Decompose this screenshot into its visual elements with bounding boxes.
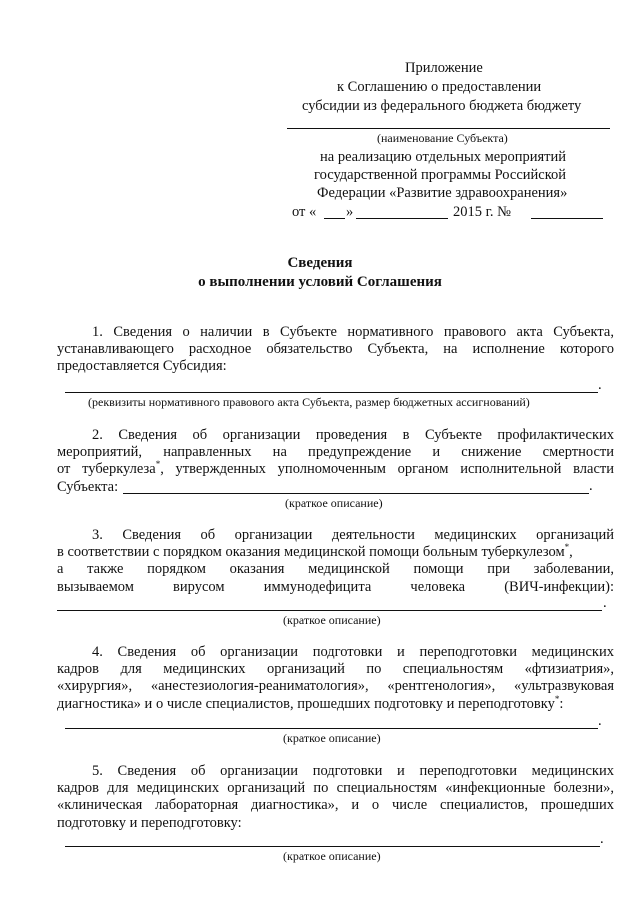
- section-4-text: [57, 644, 614, 713]
- section-4-line: кадров для медицинских организаций по специальностям «фтизиатрия»,: [57, 661, 614, 678]
- section-2-caption: (краткое описание): [285, 496, 383, 510]
- section-1-caption: (реквизиты нормативного правового акта Субъекта, размер бюджетных ассигнований): [88, 395, 530, 409]
- date-quote-close: »: [346, 204, 354, 220]
- section-5-text: [57, 763, 614, 832]
- date-prefix: от «: [292, 204, 317, 220]
- agreement-number-field[interactable]: [531, 218, 603, 219]
- section-2-line: 2. Сведения об организации проведения в Субъекте профилактических: [92, 427, 614, 443]
- section-5-line: 5. Сведения об организации подготовки и переподготовки медицинских: [92, 763, 614, 779]
- purpose-line-2: государственной программы Российской: [314, 167, 567, 183]
- subsidy-ref: субсидии из федерального бюджета бюджету: [302, 98, 582, 114]
- section-3-line: а также порядком оказания медицинской помощи при заболевании,: [57, 561, 614, 578]
- section-2-line: Субъекта:: [57, 478, 119, 495]
- subject-name-line[interactable]: [287, 128, 610, 129]
- document-subtitle: о выполнении условий Соглашения: [198, 274, 442, 290]
- section-4-fill-line[interactable]: [65, 728, 598, 729]
- section-3-line: в соответствии с порядком оказания медицинской помощи больным туберкулезом*,: [57, 542, 573, 561]
- document-title: Сведения: [287, 255, 353, 271]
- end-mark: .: [589, 478, 593, 494]
- section-2-fill-line[interactable]: [123, 493, 589, 494]
- section-2-line: мероприятий, направленных на предупреждение и снижение смертности: [57, 444, 614, 461]
- section-3-text: [57, 527, 614, 596]
- section-1-line: предоставляется Субсидия:: [57, 358, 227, 375]
- end-mark: .: [598, 713, 602, 729]
- section-4-caption: (краткое описание): [283, 731, 381, 745]
- end-mark: .: [600, 831, 604, 847]
- section-5-line: подготовку и переподготовку:: [57, 814, 242, 831]
- section-2-line: от туберкулеза*, утвержденных уполномоченным органом исполнительной власти: [57, 459, 614, 478]
- date-day-field[interactable]: [324, 218, 345, 219]
- section-4-line: 4. Сведения об организации подготовки и переподготовки медицинских: [92, 644, 614, 660]
- date-month-field[interactable]: [356, 218, 448, 219]
- section-4-line: диагностика» и о числе специалистов, прошедших подготовку и переподготовку*:: [57, 693, 564, 712]
- section-3-caption: (краткое описание): [283, 613, 381, 627]
- section-1-text: [57, 324, 614, 376]
- section-5-caption: (краткое описание): [283, 849, 381, 863]
- section-1-line: устанавливающего расходное обязательство Субъекта, на исполнение которого: [57, 341, 614, 358]
- date-year-label: 2015 г. №: [453, 204, 512, 220]
- agreement-ref: к Соглашению о предоставлении: [337, 79, 542, 95]
- appendix-label: Приложение: [405, 60, 483, 76]
- subject-name-caption: (наименование Субъекта): [377, 131, 508, 145]
- section-1-fill-line[interactable]: [65, 392, 598, 393]
- section-5-fill-line[interactable]: [65, 846, 600, 847]
- section-5-line: кадров для медицинских организаций по специальностям «инфекционные болезни»,: [57, 780, 614, 797]
- section-5-line: «клиническая лабораторная диагностика», и о числе специалистов, прошедших: [57, 797, 614, 814]
- purpose-line-1: на реализацию отдельных мероприятий: [320, 149, 567, 165]
- section-3-fill-line[interactable]: [57, 610, 602, 611]
- end-mark: .: [603, 595, 607, 611]
- section-3-line: вызываемом вирусом иммунодефицита человека (ВИЧ-инфекции):: [57, 578, 614, 595]
- section-4-line: «хирургия», «анестезиология-реаниматология», «рентгенология», «ультразвуковая: [57, 678, 614, 695]
- section-3-line: 3. Сведения об организации деятельности медицинских организаций: [92, 527, 614, 543]
- section-1-line: 1. Сведения о наличии в Субъекте нормативного правового акта Субъекта,: [92, 324, 614, 340]
- section-2-text: [57, 427, 614, 496]
- end-mark: .: [598, 377, 602, 393]
- purpose-line-3: Федерации «Развитие здравоохранения»: [317, 185, 568, 201]
